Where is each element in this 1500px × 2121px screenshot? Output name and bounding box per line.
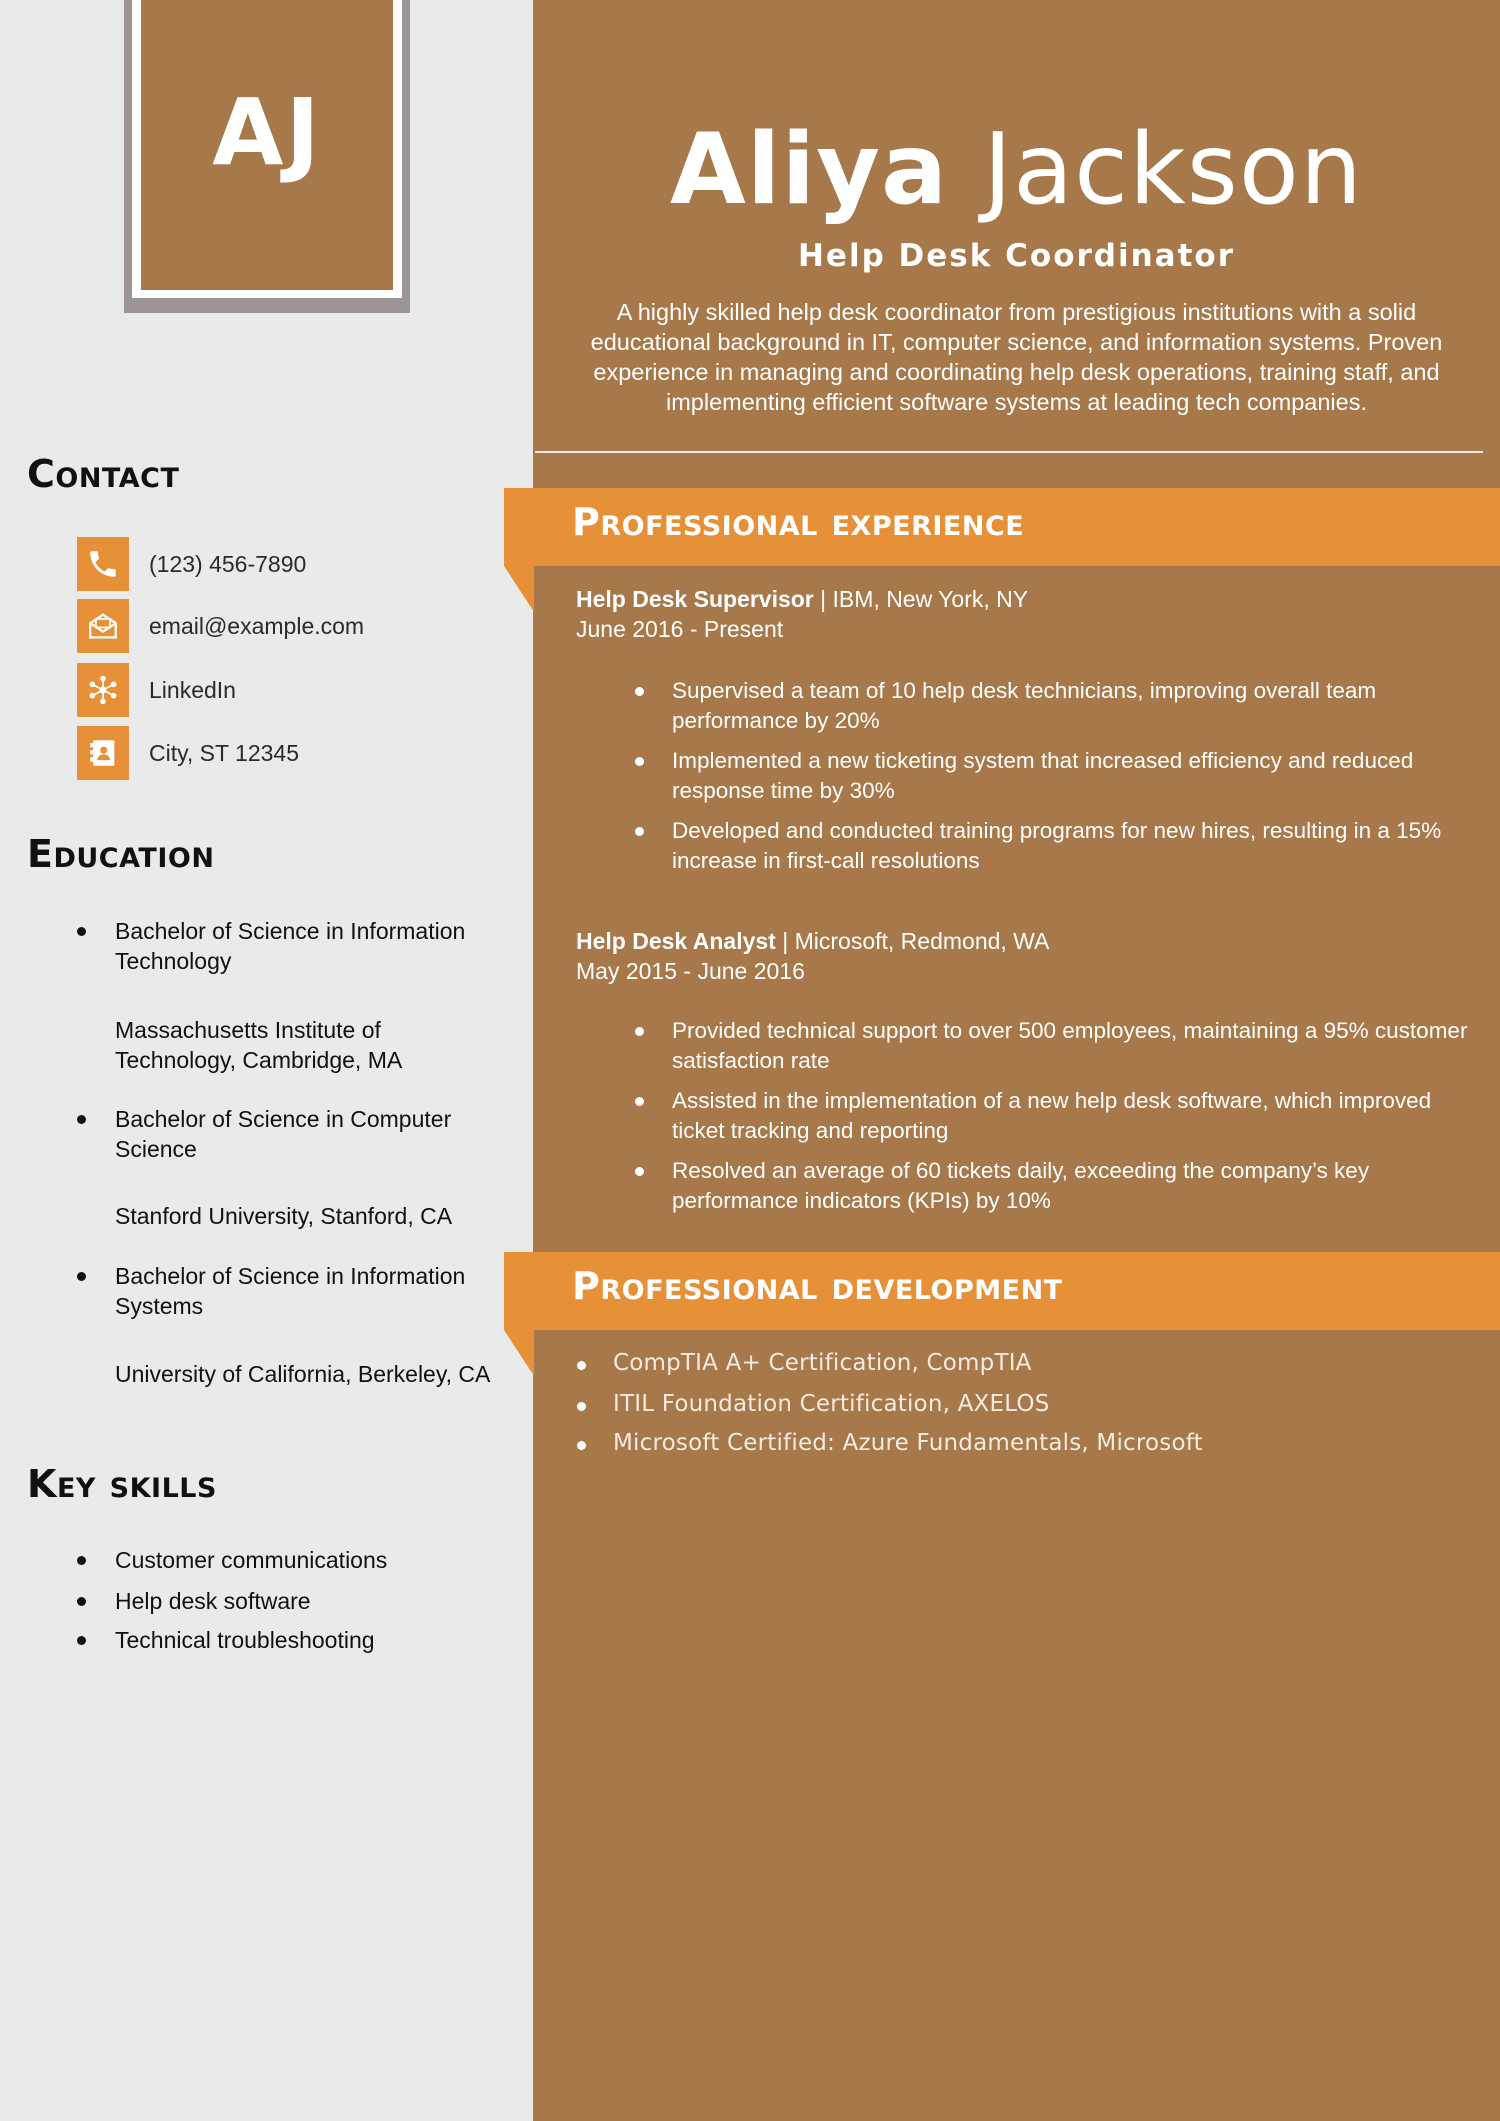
education-school: Massachusetts Institute of Technology, Cambridge, MA xyxy=(115,1017,403,1073)
bullet-dot xyxy=(77,1556,86,1565)
contact-linkedin[interactable] xyxy=(77,663,236,717)
monogram xyxy=(141,0,393,290)
job-company: | Microsoft, Redmond, WA xyxy=(775,928,1050,954)
job-heading xyxy=(576,926,1049,956)
bullet-dot xyxy=(77,927,86,936)
job-bullet: Provided technical support to over 500 employees, maintaining a 95% customer satisfaction rate xyxy=(672,1018,1468,1073)
contact-address xyxy=(77,726,299,780)
education-degree: Bachelor of Science in Information Systems xyxy=(115,1263,466,1319)
bullet-dot xyxy=(77,1115,86,1124)
bullet-dot xyxy=(77,1597,86,1606)
first-name: Aliya xyxy=(670,113,949,227)
bullet-dot xyxy=(635,757,644,766)
bullet-dot xyxy=(77,1636,86,1645)
education-degree: Bachelor of Science in Information Technology xyxy=(115,918,466,974)
email-icon xyxy=(77,599,129,653)
bullet-dot xyxy=(77,1272,86,1281)
job-bullet: Resolved an average of 60 tickets daily, exceeding the company’s key performance indicators (KPIs) by 10% xyxy=(672,1158,1370,1213)
education-school: University of California, Berkeley, CA xyxy=(115,1361,491,1387)
contact-address-text: City, ST 12345 xyxy=(149,739,300,766)
contact-email[interactable] xyxy=(77,599,364,653)
experience-heading: Professional experience xyxy=(572,500,1025,544)
contact-phone-text: (123) 456-7890 xyxy=(149,550,307,577)
bullet-dot xyxy=(577,1361,586,1370)
contact-linkedin-text: LinkedIn xyxy=(149,676,236,703)
experience-banner xyxy=(504,488,1500,566)
bullet-dot xyxy=(635,1167,644,1176)
summary: A highly skilled help desk coordinator from prestigious institutions with a solid educational background in IT, computer science, and information systems. Proven experience in managing and coordinating help desk operations, training staff, and implementing efficient software systems at leading tech companies. xyxy=(590,299,1443,415)
job-role: Help Desk Supervisor xyxy=(576,586,814,612)
development-item: Microsoft Certified: Azure Fundamentals, Microsoft xyxy=(613,1430,1203,1456)
bullet-dot xyxy=(635,1097,644,1106)
education-heading: Education xyxy=(27,832,215,876)
skills-heading: Key skills xyxy=(27,1462,217,1506)
education-school: Stanford University, Stanford, CA xyxy=(115,1203,453,1229)
contact-email-text: email@example.com xyxy=(149,612,365,639)
job-title: Help Desk Coordinator xyxy=(797,238,1236,274)
bullet-dot xyxy=(635,687,644,696)
job-dates: May 2015 - June 2016 xyxy=(576,958,805,984)
phone-icon xyxy=(77,537,129,591)
divider xyxy=(535,451,1483,453)
monogram-text: AJ xyxy=(212,78,322,186)
last-name: Jackson xyxy=(983,113,1363,227)
monogram-frame xyxy=(124,0,410,313)
development-item: CompTIA A+ Certification, CompTIA xyxy=(613,1350,1032,1376)
candidate-name xyxy=(533,110,1500,230)
bullet-dot xyxy=(577,1402,586,1411)
development-heading: Professional development xyxy=(572,1264,1063,1308)
job-role: Help Desk Analyst xyxy=(576,928,776,954)
job-heading xyxy=(576,584,1028,614)
job-bullet: Developed and conducted training programs for new hires, resulting in a 15% increase in first-call resolutions xyxy=(672,818,1442,873)
contact-heading: Contact xyxy=(27,452,180,496)
development-banner xyxy=(504,1252,1500,1330)
skill-item: Customer communications xyxy=(115,1547,388,1573)
job-company: | IBM, New York, NY xyxy=(813,586,1029,612)
skill-item: Help desk software xyxy=(115,1588,311,1614)
job-bullet: Implemented a new ticketing system that increased efficiency and reduced response time by 30% xyxy=(672,748,1414,803)
job-bullet: Supervised a team of 10 help desk technicians, improving overall team performance by 20% xyxy=(672,678,1377,733)
bullet-dot xyxy=(577,1441,586,1450)
bullet-dot xyxy=(635,827,644,836)
job-bullet: Assisted in the implementation of a new help desk software, which improved ticket tracking and reporting xyxy=(672,1088,1432,1143)
address-card-icon xyxy=(77,726,129,780)
job-dates: June 2016 - Present xyxy=(576,616,784,642)
banner-fold xyxy=(504,1330,534,1376)
contact-phone xyxy=(77,537,306,591)
bullet-dot xyxy=(635,1027,644,1036)
education-degree: Bachelor of Science in Computer Science xyxy=(115,1106,452,1162)
network-icon xyxy=(77,663,129,717)
banner-fold xyxy=(504,566,534,612)
skill-item: Technical troubleshooting xyxy=(115,1627,375,1653)
development-item: ITIL Foundation Certification, AXELOS xyxy=(613,1391,1050,1417)
